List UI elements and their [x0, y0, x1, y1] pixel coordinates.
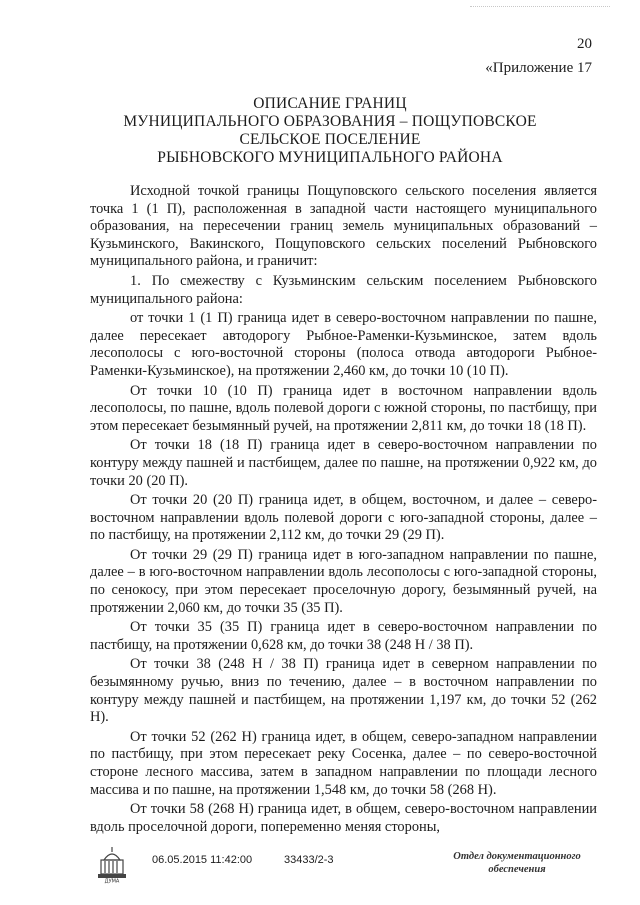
paragraph-segment: От точки 38 (248 Н / 38 П) граница идет в северном направлении по безымянному ручью, вниз по течению, далее – в восточном направлении по контуру между пашней и пастбищем, на протяжении 1,197 км, до точки 52 (262 Н).	[90, 656, 597, 726]
footer-timestamp: 06.05.2015 11:42:00	[152, 854, 253, 866]
dept-line-1: Отдел документационного	[453, 851, 581, 862]
title-line-4: РЫБНОВСКОГО МУНИЦИПАЛЬНОГО РАЙОНА	[157, 149, 503, 166]
paragraph-segment: От точки 35 (35 П) граница идет в северо-восточном направлении по пастбищу, на протяжении 0,628 км, до точки 38 (248 Н / 38 П).	[90, 619, 597, 653]
title-line-3: СЕЛЬСКОЕ ПОСЕЛЕНИЕ	[239, 131, 421, 148]
paragraph-segment: От точки 52 (262 Н) граница идет, в общем, северо-западном направлении по пастбищу, при этом пересекает реку Сосенка, далее – по северо-восточной стороне лесного массива, затем в западном направлении по площади лесного массива и по пашне, на протяжении 1,548 км, до точки 58 (268 Н).	[90, 728, 597, 798]
document-footer	[80, 840, 610, 890]
footer-department-stamp	[432, 850, 602, 876]
seal-text: ДУМА	[104, 878, 120, 884]
appendix-label: «Приложение 17	[485, 60, 592, 76]
page-number: 20	[577, 36, 592, 52]
document-title	[60, 95, 600, 167]
footer-doc-code: 33433/2-3	[284, 854, 334, 866]
paragraph-segment: От точки 29 (29 П) граница идет в юго-западном направлении по пашне, далее – в юго-восточном направлении вдоль лесополосы с юго-западной стороны, по сенокосу, при этом пересекает проселочную дорогу, безымянный ручей, на протяжении 2,060 км, до точки 35 (35 П).	[90, 546, 597, 616]
paragraph-segment: От точки 20 (20 П) граница идет, в общем, восточном, и далее – северо-восточном направлении вдоль полевой дороги с юго-западной стороны, далее – по пастбищу, на протяжении 2,112 км, до точки 29 (29 П).	[90, 492, 597, 544]
paragraph-segment: От точки 18 (18 П) граница идет в северо-восточном направлении по контуру между пашней и пастбищем, далее по пашне, на протяжении 0,922 км, до точки 20 (20 П).	[90, 437, 597, 489]
document-body	[90, 183, 597, 838]
paragraph-segment: От точки 10 (10 П) граница идет в восточном направлении вдоль лесополосы, по пашне, вдоль полевой дороги с южной стороны, по пастбищу, при этом пересекает безымянный ручей, на протяжении 2,811 км, до точки 18 (18 П).	[90, 382, 597, 434]
paragraph-section-1: 1. По смежеству с Кузьминским сельским поселением Рыбновского муниципального района:	[90, 272, 597, 307]
title-line-1: ОПИСАНИЕ ГРАНИЦ	[253, 95, 407, 112]
duma-seal-icon	[92, 844, 132, 884]
scan-artifact	[470, 6, 610, 11]
dept-line-2: обеспечения	[488, 864, 546, 875]
title-line-2: МУНИЦИПАЛЬНОГО ОБРАЗОВАНИЯ – ПОЩУПОВСКОЕ	[123, 113, 537, 130]
paragraph-intro: Исходной точкой границы Пощуповского сельского поселения является точка 1 (1 П), расположенная в западной части настоящего муниципального образования, на пересечении границ земель муниципальных образований – Кузьминского, Вакинского, Пощуповского сельских поселений Рыбновского муниципального района, и граничит:	[90, 183, 597, 270]
paragraph-segment: От точки 58 (268 Н) граница идет, в общем, северо-восточном направлении вдоль проселочной дороги, попеременно меняя стороны,	[90, 801, 597, 835]
paragraph-segment: от точки 1 (1 П) граница идет в северо-восточном направлении по пашне, далее пересекает автодорогу Рыбное-Раменки-Кузьминское, затем вдоль лесополосы с юго-восточной стороны (полоса отвода автодороги Рыбное-Раменки-Кузьминское), на протяжении 2,460 км, до точки 10 (10 П).	[90, 310, 597, 379]
